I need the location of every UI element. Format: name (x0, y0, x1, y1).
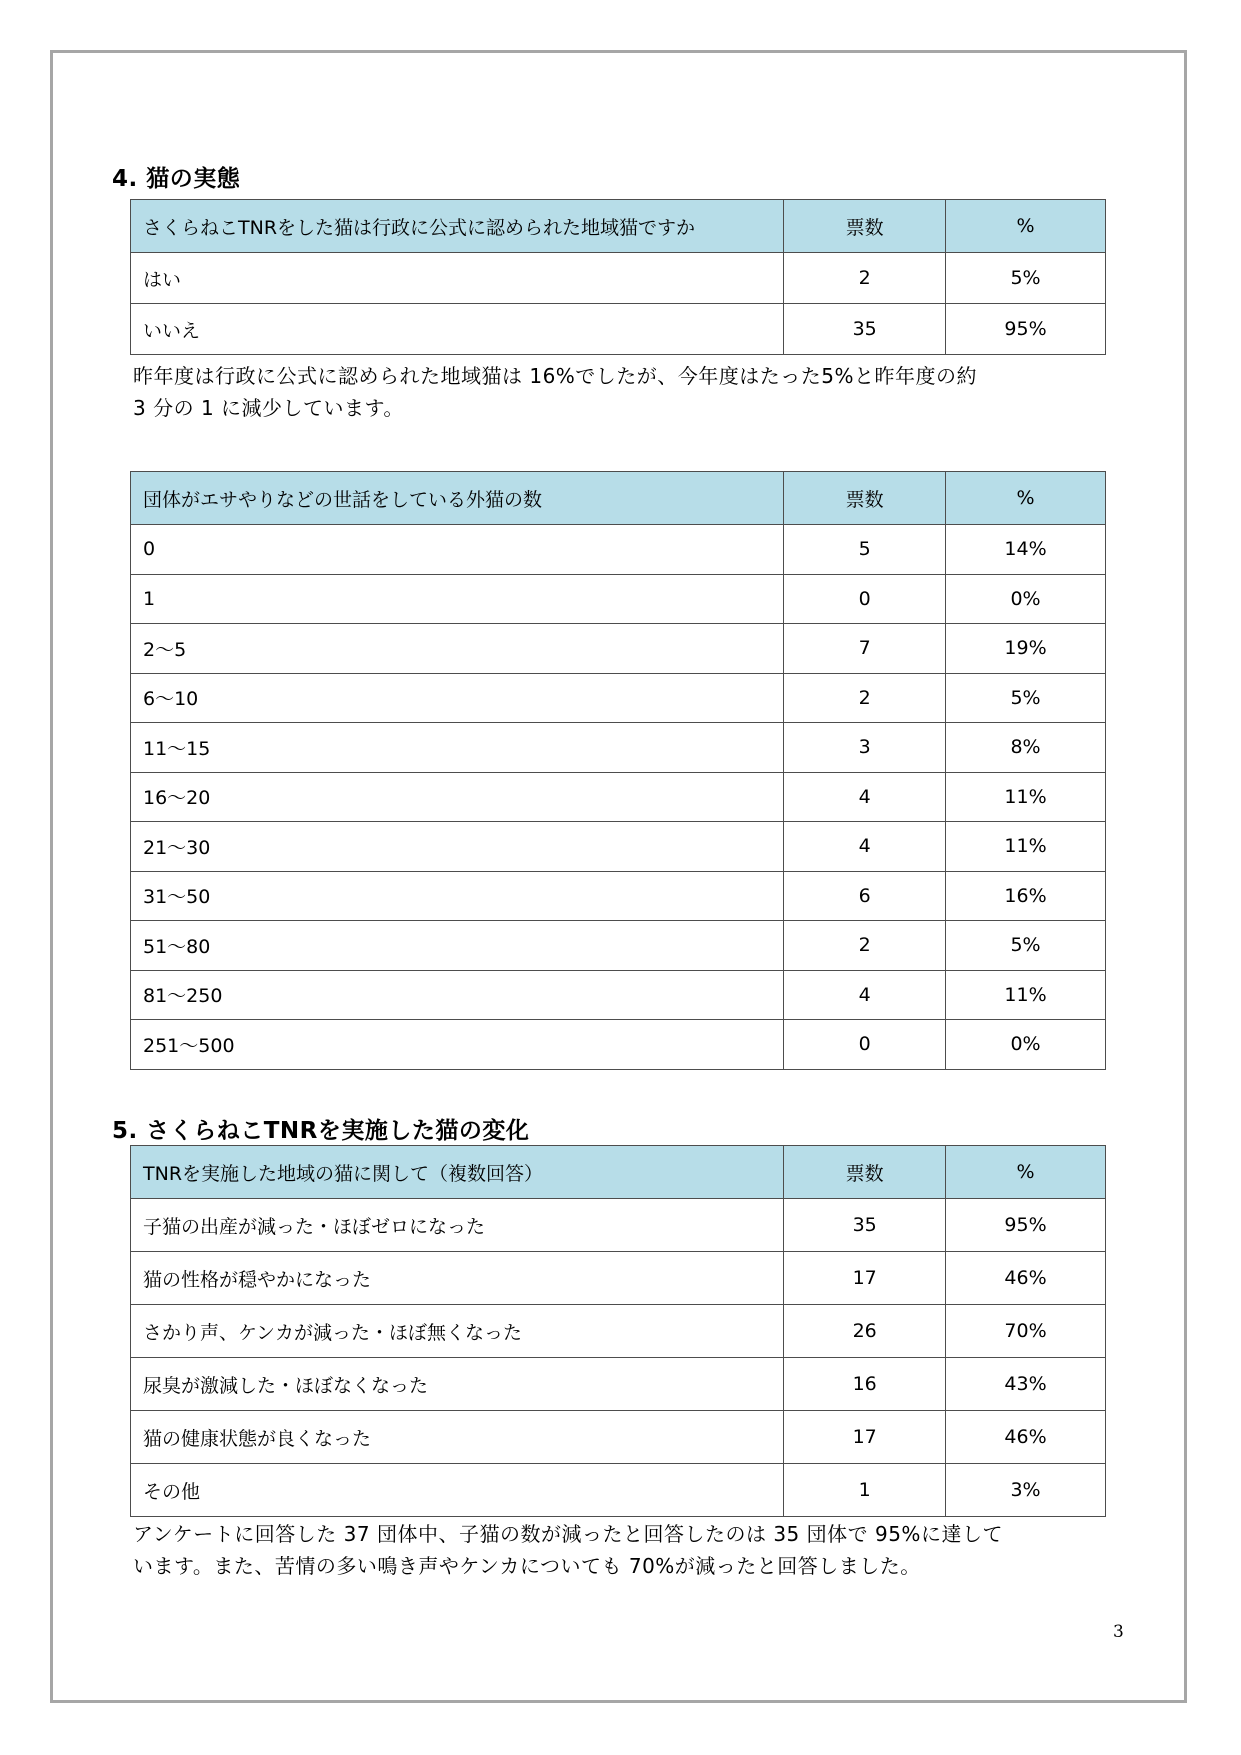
row-percent: 43% (946, 1358, 1106, 1411)
row-label: 0 (131, 525, 784, 575)
official-community-cat-table (130, 199, 1106, 355)
table-row (131, 871, 1106, 921)
row-votes: 0 (784, 574, 946, 624)
row-votes: 26 (784, 1305, 946, 1358)
tnr-cat-changes-table (130, 1145, 1106, 1517)
row-votes: 17 (784, 1411, 946, 1464)
row-percent: 3% (946, 1464, 1106, 1517)
row-percent: 0% (946, 574, 1106, 624)
table-row (131, 970, 1106, 1020)
table-row (131, 574, 1106, 624)
row-label: 11～15 (131, 723, 784, 773)
row-percent: 46% (946, 1411, 1106, 1464)
header-percent: % (946, 472, 1106, 525)
table-row (131, 253, 1106, 304)
row-percent: 11% (946, 970, 1106, 1020)
row-percent: 5% (946, 921, 1106, 971)
table-header-row (131, 472, 1106, 525)
table-row (131, 921, 1106, 971)
row-percent: 5% (946, 253, 1106, 304)
table-row (131, 1464, 1106, 1517)
table-row (131, 304, 1106, 355)
row-percent: 11% (946, 772, 1106, 822)
row-votes: 16 (784, 1358, 946, 1411)
header-question: 団体がエサやりなどの世話をしている外猫の数 (131, 472, 784, 525)
row-votes: 3 (784, 723, 946, 773)
row-votes: 17 (784, 1252, 946, 1305)
outdoor-cats-count-table (130, 471, 1106, 1070)
row-percent: 70% (946, 1305, 1106, 1358)
row-votes: 2 (784, 921, 946, 971)
row-label: 猫の健康状態が良くなった (131, 1411, 784, 1464)
header-votes: 票数 (784, 200, 946, 253)
row-label: 1 (131, 574, 784, 624)
table-row (131, 723, 1106, 773)
row-percent: 95% (946, 304, 1106, 355)
table-row (131, 1358, 1106, 1411)
row-votes: 4 (784, 970, 946, 1020)
row-label: その他 (131, 1464, 784, 1517)
row-percent: 0% (946, 1020, 1106, 1070)
row-label: 子猫の出産が減った・ほぼゼロになった (131, 1199, 784, 1252)
table-row (131, 1199, 1106, 1252)
row-votes: 35 (784, 1199, 946, 1252)
row-votes: 35 (784, 304, 946, 355)
row-label: いいえ (131, 304, 784, 355)
header-percent: % (946, 1146, 1106, 1199)
table-row (131, 1020, 1106, 1070)
row-percent: 8% (946, 723, 1106, 773)
table-row (131, 1252, 1106, 1305)
header-votes: 票数 (784, 472, 946, 525)
note-line: 3 分の 1 に減少しています。 (133, 396, 404, 420)
row-label: さかり声、ケンカが減った・ほぼ無くなった (131, 1305, 784, 1358)
row-percent: 5% (946, 673, 1106, 723)
row-percent: 11% (946, 822, 1106, 872)
table-row (131, 1411, 1106, 1464)
note-line: います。また、苦情の多い鳴き声やケンカについても 70%が減ったと回答しました。 (133, 1554, 921, 1578)
note-line: アンケートに回答した 37 団体中、子猫の数が減ったと回答したのは 35 団体で 95%に達して (133, 1522, 1003, 1546)
header-votes: 票数 (784, 1146, 946, 1199)
row-percent: 46% (946, 1252, 1106, 1305)
row-label: 6～10 (131, 673, 784, 723)
row-label: 尿臭が激減した・ほぼなくなった (131, 1358, 784, 1411)
table-row (131, 1305, 1106, 1358)
row-votes: 2 (784, 253, 946, 304)
row-percent: 95% (946, 1199, 1106, 1252)
row-percent: 19% (946, 624, 1106, 674)
row-label: 21～30 (131, 822, 784, 872)
row-label: 16～20 (131, 772, 784, 822)
table-row (131, 624, 1106, 674)
row-label: 猫の性格が穏やかになった (131, 1252, 784, 1305)
row-label: はい (131, 253, 784, 304)
section-4-heading: 4. 猫の実態 (112, 166, 241, 192)
table-row (131, 772, 1106, 822)
row-votes: 1 (784, 1464, 946, 1517)
row-votes: 7 (784, 624, 946, 674)
section-5-note (133, 1518, 1093, 1582)
row-label: 81～250 (131, 970, 784, 1020)
table-header-row (131, 200, 1106, 253)
row-votes: 4 (784, 822, 946, 872)
row-percent: 16% (946, 871, 1106, 921)
row-votes: 2 (784, 673, 946, 723)
section-4-note (133, 360, 1093, 424)
row-label: 2～5 (131, 624, 784, 674)
row-percent: 14% (946, 525, 1106, 575)
row-votes: 0 (784, 1020, 946, 1070)
row-votes: 4 (784, 772, 946, 822)
note-line: 昨年度は行政に公式に認められた地域猫は 16%でしたが、今年度はたった5%と昨年度の約 (133, 364, 978, 388)
row-label: 51～80 (131, 921, 784, 971)
header-percent: % (946, 200, 1106, 253)
row-votes: 6 (784, 871, 946, 921)
table-row (131, 525, 1106, 575)
row-label: 251～500 (131, 1020, 784, 1070)
header-question: さくらねこTNRをした猫は行政に公式に認められた地域猫ですか (131, 200, 784, 253)
table-row (131, 673, 1106, 723)
page-number: 3 (1113, 1622, 1124, 1642)
row-label: 31～50 (131, 871, 784, 921)
section-5-heading: 5. さくらねこTNRを実施した猫の変化 (112, 1118, 530, 1144)
table-row (131, 822, 1106, 872)
table-header-row (131, 1146, 1106, 1199)
header-question: TNRを実施した地域の猫に関して（複数回答） (131, 1146, 784, 1199)
row-votes: 5 (784, 525, 946, 575)
